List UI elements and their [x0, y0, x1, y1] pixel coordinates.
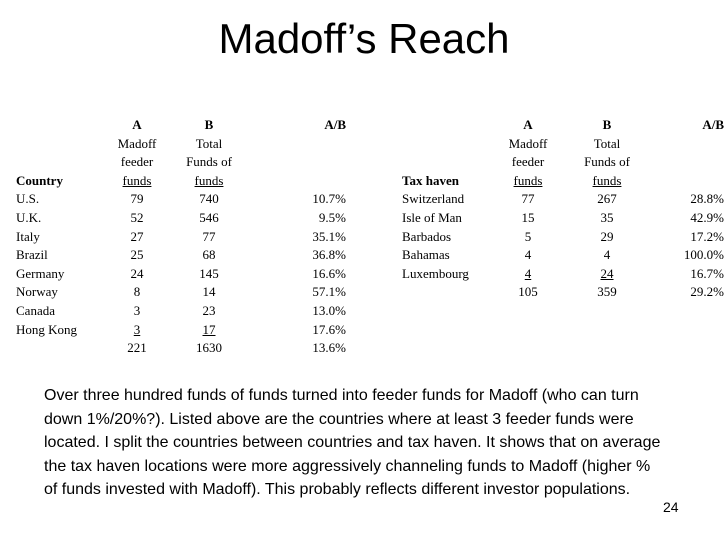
slide-title: Madoff’s Reach [218, 15, 510, 62]
feeder-funds-cell: 52 [130, 209, 144, 225]
ratio-cell: 57.1% [312, 284, 346, 300]
total-funds-cell: 23 [202, 302, 216, 318]
country-cell: Germany [16, 265, 65, 281]
ratio-total: 13.6% [312, 340, 346, 356]
header-cell: Total [195, 135, 223, 151]
header-cell: B [204, 117, 214, 132]
table-header-row [402, 153, 724, 172]
total-funds-cell [168, 321, 250, 340]
tax-haven-cell: Luxembourg [402, 265, 469, 281]
ratio-cell: 100.0% [683, 247, 724, 263]
header-cell: A/B [324, 117, 346, 132]
commentary-text: Over three hundred funds of funds turned into feeder funds for Madoff (who can turn down 1%/20%?). Listed above are the countries where at least 3 feeder funds were located. I split the countries between countries and tax haven. It shows that on average the tax haven locations were more aggressively channeling funds to Madoff (higher % of funds invested with Madoff). This probably reflects different investor populations. [44, 387, 661, 498]
ratio-cell: 17.6% [312, 321, 346, 337]
tax-haven-table [402, 116, 724, 302]
ratio-cell: 13.0% [312, 302, 346, 318]
country-cell: Hong Kong [16, 321, 78, 337]
header-cell [16, 153, 106, 172]
feeder-funds-total: 221 [127, 340, 147, 356]
underlined-value: 17 [202, 321, 216, 337]
tax-haven-cell: Bahamas [402, 247, 450, 263]
feeder-funds-cell: 77 [521, 191, 535, 207]
header-cell: A [132, 117, 142, 132]
total-label-cell [16, 339, 106, 358]
total-funds-cell: 68 [202, 247, 216, 263]
header-cell: A/B [702, 117, 724, 132]
ratio-cell: 36.8% [312, 247, 346, 263]
tax-haven-cell: Barbados [402, 228, 452, 244]
total-funds-cell: 35 [600, 209, 614, 225]
header-cell [250, 153, 346, 172]
table-row [16, 265, 346, 284]
header-cell [642, 135, 724, 154]
total-funds-cell: 14 [202, 284, 216, 300]
table-total-row [402, 283, 724, 302]
ratio-cell: 10.7% [312, 191, 346, 207]
column-label-country: Country [16, 172, 63, 188]
feeder-funds-total: 105 [518, 284, 538, 300]
underlined-value: 24 [600, 265, 614, 281]
header-cell [572, 172, 642, 191]
tax-haven-cell: Switzerland [402, 191, 465, 207]
feeder-funds-cell [484, 265, 572, 284]
total-funds-cell: 29 [600, 228, 614, 244]
header-cell: Madoff [117, 135, 157, 151]
table-row [16, 190, 346, 209]
feeder-funds-cell: 8 [133, 284, 141, 300]
underlined-label: funds [513, 172, 543, 188]
table-row [16, 209, 346, 228]
feeder-funds-cell [106, 321, 168, 340]
table-header-row [402, 172, 724, 191]
header-cell: B [602, 117, 612, 132]
ratio-cell: 16.6% [312, 265, 346, 281]
feeder-funds-cell: 15 [521, 209, 535, 225]
table-row [16, 302, 346, 321]
country-cell: Italy [16, 228, 40, 244]
header-cell [16, 116, 106, 135]
table-header-row [402, 135, 724, 154]
total-funds-cell: 267 [597, 191, 617, 207]
header-cell [16, 135, 106, 154]
underlined-value: 4 [524, 265, 532, 281]
underlined-label: funds [194, 172, 224, 188]
ratio-cell: 9.5% [318, 209, 346, 225]
feeder-funds-cell: 27 [130, 228, 144, 244]
ratio-cell: 35.1% [312, 228, 346, 244]
total-label-cell [402, 283, 484, 302]
header-cell [250, 135, 346, 154]
tax-haven-cell: Isle of Man [402, 209, 462, 225]
ratio-cell: 16.7% [690, 265, 724, 281]
table-row [402, 228, 724, 247]
header-cell [106, 172, 168, 191]
header-cell: A [523, 117, 533, 132]
table-row [402, 265, 724, 284]
feeder-funds-cell: 25 [130, 247, 144, 263]
total-funds-total: 359 [597, 284, 617, 300]
header-cell [402, 153, 484, 172]
underlined-label: funds [122, 172, 152, 188]
table-row [16, 228, 346, 247]
country-cell: U.S. [16, 191, 40, 207]
header-cell: Madoff [508, 135, 548, 151]
feeder-funds-cell: 3 [133, 302, 141, 318]
total-funds-cell: 546 [199, 209, 219, 225]
header-cell: Total [593, 135, 621, 151]
header-cell [402, 116, 484, 135]
ratio-cell: 17.2% [690, 228, 724, 244]
country-cell: Norway [16, 284, 58, 300]
table-row [402, 246, 724, 265]
table-row [16, 283, 346, 302]
table-row [16, 246, 346, 265]
table-row [16, 321, 346, 340]
header-cell [642, 153, 724, 172]
header-cell [642, 172, 724, 191]
table-header-row [16, 135, 346, 154]
country-cell: U.K. [16, 209, 42, 225]
total-funds-cell: 77 [202, 228, 216, 244]
table-row [402, 209, 724, 228]
header-cell [168, 172, 250, 191]
table-header-row [16, 172, 346, 191]
table-header-row [16, 116, 346, 135]
table-header-row [16, 153, 346, 172]
country-cell: Brazil [16, 247, 48, 263]
country-table [16, 116, 346, 358]
ratio-cell: 28.8% [690, 191, 724, 207]
feeder-funds-cell: 4 [524, 247, 532, 263]
header-cell [402, 135, 484, 154]
header-cell: feeder [511, 154, 545, 170]
header-cell: Funds of [584, 154, 630, 170]
feeder-funds-cell: 79 [130, 191, 144, 207]
ratio-cell: 42.9% [690, 209, 724, 225]
feeder-funds-cell: 24 [130, 265, 144, 281]
header-cell: Funds of [186, 154, 232, 170]
total-funds-cell [572, 265, 642, 284]
column-label-tax-haven: Tax haven [402, 172, 459, 188]
total-funds-cell: 740 [199, 191, 219, 207]
feeder-funds-cell: 5 [524, 228, 532, 244]
header-cell: feeder [120, 154, 154, 170]
page-number: 24 [663, 499, 679, 515]
total-funds-total: 1630 [196, 340, 222, 356]
table-row [402, 190, 724, 209]
header-cell [484, 172, 572, 191]
ratio-total: 29.2% [690, 284, 724, 300]
table-header-row [402, 116, 724, 135]
total-funds-cell: 145 [199, 265, 219, 281]
underlined-value: 3 [133, 321, 141, 337]
table-total-row [16, 339, 346, 358]
underlined-label: funds [592, 172, 622, 188]
country-cell: Canada [16, 302, 55, 318]
total-funds-cell: 4 [603, 247, 611, 263]
header-cell [250, 172, 346, 191]
